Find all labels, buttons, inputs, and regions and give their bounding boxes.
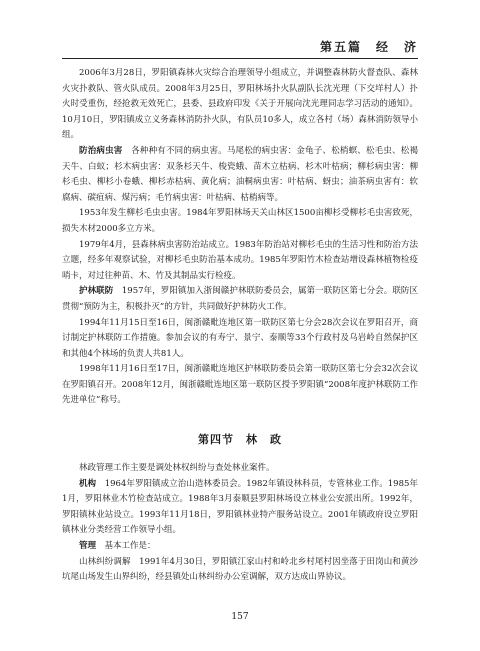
paragraph: [62, 477, 418, 539]
paragraph: [62, 316, 418, 363]
paragraph: [62, 461, 418, 477]
paragraph-text: 1979年4月，县森林病虫害防治站成立。1983年防治站对柳杉毛虫的生活习性和防治方法立题，经多年观察试验，对柳杉毛虫防治基本成功。1985年罗阳竹木检查站增设森林植物检疫哨卡，对过往种苗、木、竹及其制品实行检疫。: [62, 239, 418, 281]
paragraph-lead: 护林联防: [79, 286, 114, 297]
paragraph-text: 1957年，罗阳镇加入浙闽赣护林联防委员会，属第一联防区第七分会。联防区贯彻“预防为主，积极扑灭”的方针，共同做好护林防火工作。: [62, 286, 418, 312]
paragraph-lead: 机构: [79, 478, 97, 489]
header-title: 第五篇 经 济: [319, 40, 418, 54]
paragraph-text: 2006年3月28日，罗阳镇森林火灾综合治理领导小组成立，并调整森林防火督查队、森林火灾扑救队、管火队成员。2008年3月25日，罗阳林场扑火队副队长沈光理（下交垟村人）扑火时受重伤，经抢救无效死亡，县委、县政府印发《关于开展向沈光理同志学习活动的通知》。10月10日，罗阳镇成立义务森林消防扑火队，有队员10多人，成立各村（场）森林消防领导小组。: [62, 68, 418, 141]
paragraph: [62, 66, 418, 144]
paragraph-lead: 防治病虫害: [79, 145, 123, 156]
paragraph: [62, 206, 418, 237]
paragraph-text: 林政管理工作主要是调处林权纠纷与查处林业案件。: [79, 463, 275, 474]
paragraph: [62, 284, 418, 315]
paragraph-text: 1953年发生柳杉毛虫虫害。1984年罗阳林场天关山林区1500亩柳杉受柳杉毛虫害致死，损失木材2000多立方米。: [62, 208, 418, 234]
paragraph-text: 基本工作是：: [104, 541, 156, 552]
paragraph-group-top: [62, 66, 418, 409]
page-number: 157: [231, 612, 249, 622]
paragraph: [62, 238, 418, 285]
paragraph-text: 各种种有不同的病虫害。马尾松的病虫害：金龟子、松梢螟、松毛虫、松褐天牛、白蚁；杉木病虫害：双条杉天牛、梭瓷蛾、苗木立枯病、杉木叶枯病；柳杉病虫害：柳杉毛虫、柳杉小卷蛾、柳杉赤枯病、黄化病；油桐病虫害：叶枯病、蚜虫；油茶病虫害有：软腐病、碳疽病、煤污病；毛竹病虫害：叶枯病、枯梢病等。: [62, 145, 418, 203]
paragraph: [62, 555, 418, 586]
paragraph: [62, 144, 418, 206]
paragraph-text: 1964年罗阳镇成立治山造林委员会。1982年镇设林科员，专管林业工作。1985年1月，罗阳林业木竹检查站成立。1988年3月泰顺县罗阳林场设立林业公安派出所。1992年，罗阳镇林业站设立。1993年11月18日，罗阳镇林业特产服务站设立。2001年镇政府设立罗阳镇林业分类经营工作领导小组。: [62, 478, 418, 536]
paragraph: [62, 362, 418, 409]
paragraph-text: 1994年11月15日至16日，闽浙赣毗连地区第一联防区第七分会28次会议在罗阳召开，商讨制定护林联防工作措施。参加会议的有寿宁、景宁、泰顺等33个行政村及乌岩岭自然保护区和其他4个林场的负责人共81人。: [62, 317, 418, 359]
page-header: [62, 36, 418, 59]
paragraph-group-bottom: [62, 461, 418, 586]
paragraph-text: 山林纠纷调解 1991年4月30日，罗阳镇江家山村和岭北乡村尾村因坐落于田岗山和黄沙坑尾山场发生山界纠纷，经县镇处山林纠纷办公室调解，双方达成山界协议。: [62, 556, 418, 583]
page-body: [62, 66, 418, 586]
paragraph-lead: 管理: [79, 541, 97, 552]
paragraph: [62, 539, 418, 555]
section-heading: 第四节 林 政: [198, 433, 282, 447]
paragraph-text: 1998年11月16日至17日，闽浙赣毗连地区护林联防委员会第一联防区第七分会32次会议在罗阳镇召开。2008年12月，闽浙赣毗连地区第一联防区授予罗阳镇“2008年度护林联防工作先进单位”称号。: [62, 364, 418, 406]
